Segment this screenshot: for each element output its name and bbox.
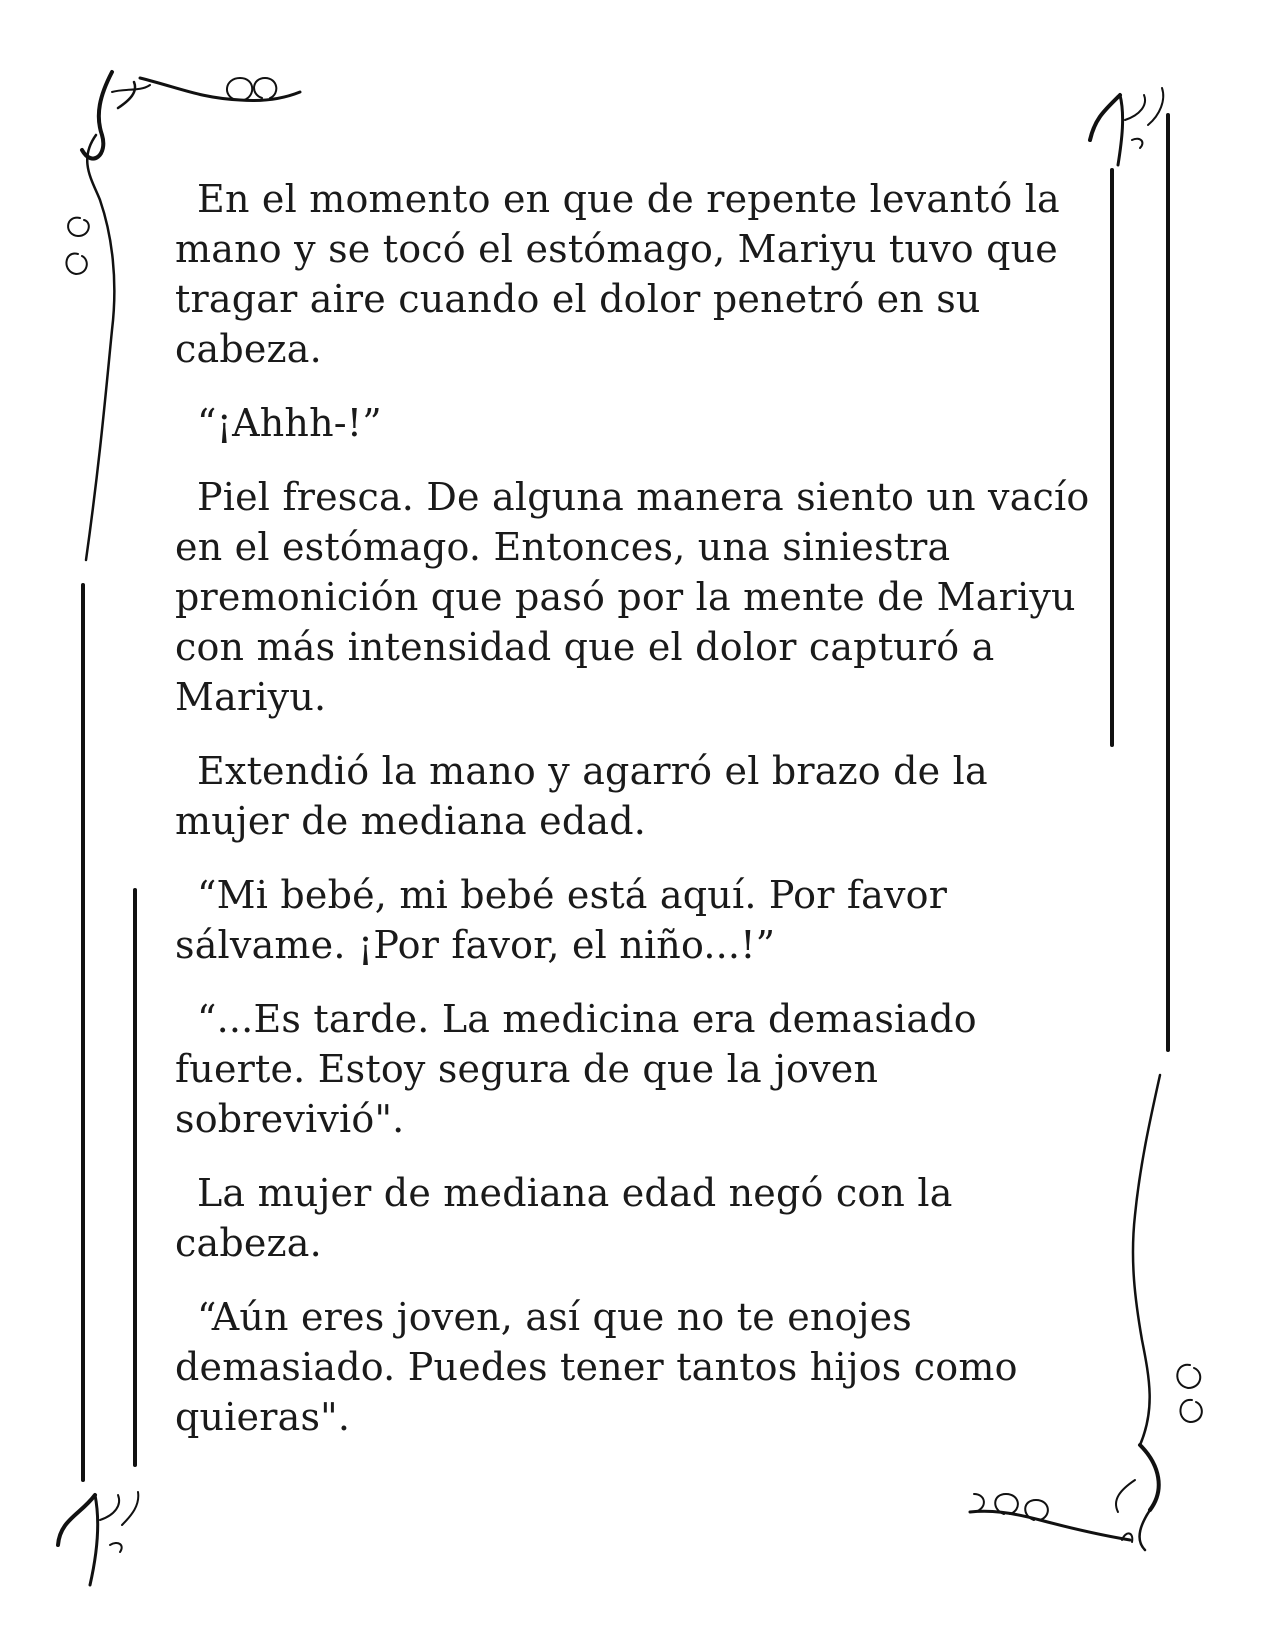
flourish-top-right-icon xyxy=(1090,88,1163,165)
paragraph: “Mi bebé, mi bebé está aquí. Por favor sálvame. ¡Por favor, el niño...!” xyxy=(175,873,948,967)
paragraph: Piel fresca. De alguna manera siento un vacío en el estómago. Entonces, una siniestra premonición que pasó por la mente de Mariyu con más intensidad que el dolor capturó a Mariyu. xyxy=(175,475,1090,719)
paragraph: “Aún eres joven, así que no te enojes demasiado. Puedes tener tantos hijos como quieras". xyxy=(175,1295,1018,1439)
flourish-bottom-left-icon xyxy=(58,1492,138,1585)
story-text xyxy=(175,174,1095,1466)
paragraph: Extendió la mano y agarró el brazo de la mujer de mediana edad. xyxy=(175,749,988,843)
paragraph: En el momento en que de repente levantó la mano y se tocó el estómago, Mariyu tuvo que tragar aire cuando el dolor penetró en su cabeza. xyxy=(175,177,1060,371)
paragraph: La mujer de mediana edad negó con la cabeza. xyxy=(175,1171,953,1265)
paragraph: “¡Ahhh-!” xyxy=(197,401,382,445)
paragraph: “...Es tarde. La medicina era demasiado fuerte. Estoy segura de que la joven sobrevivió". xyxy=(175,997,977,1141)
